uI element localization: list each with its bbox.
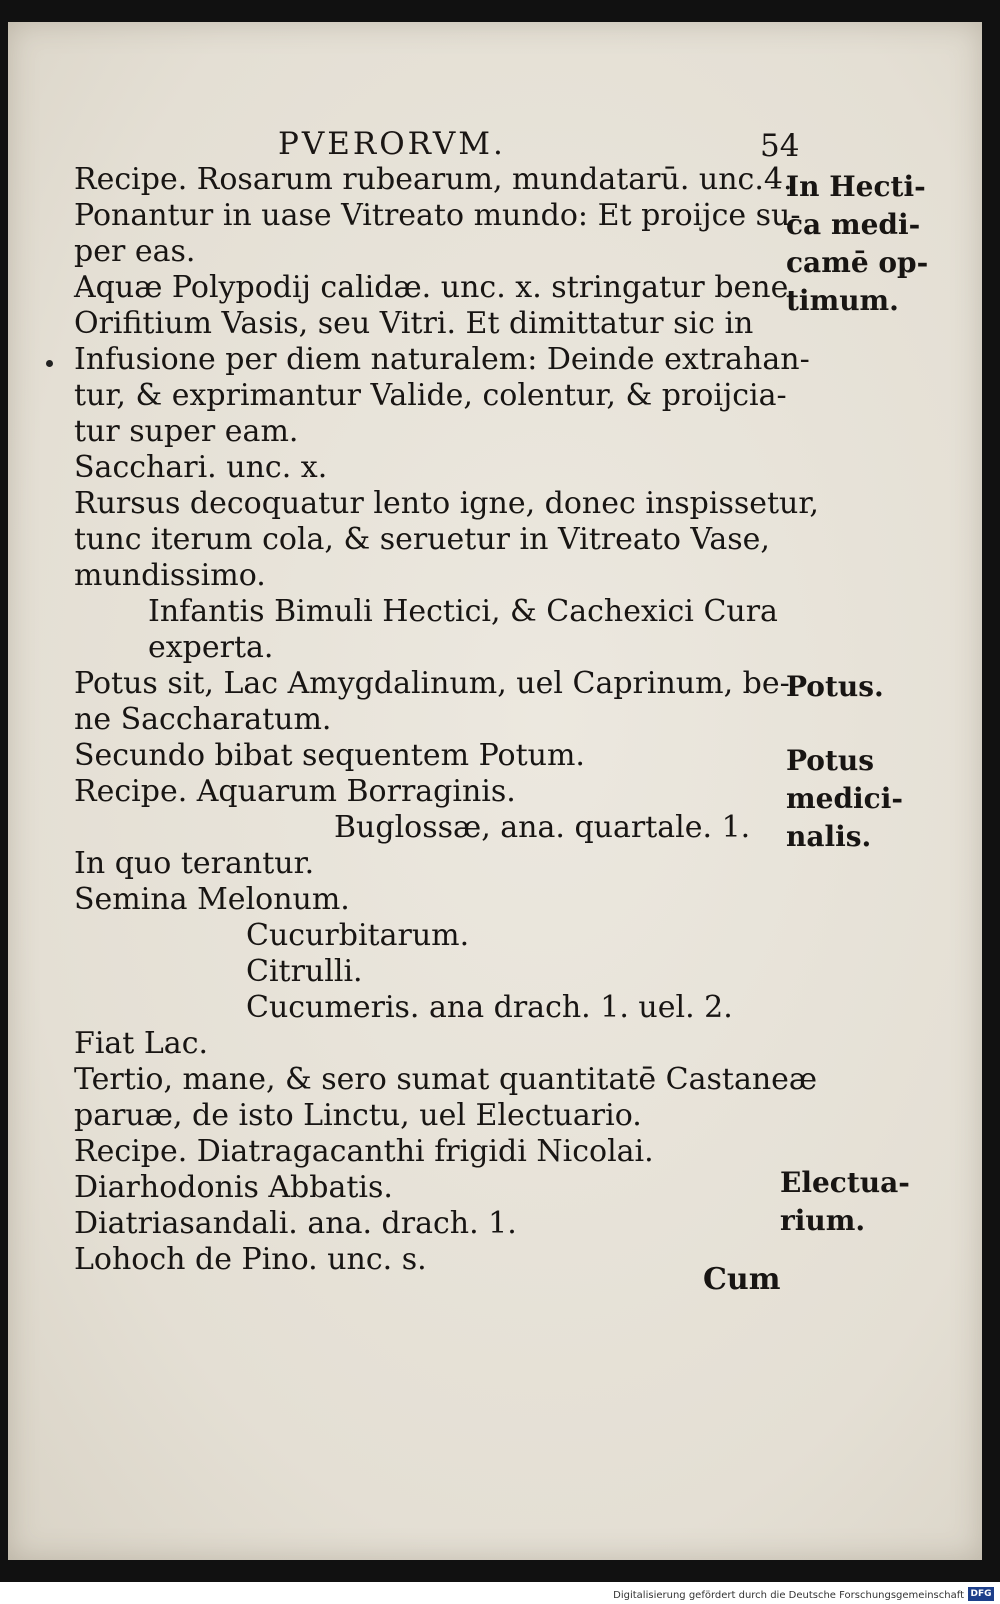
text-line: tur, & exprimantur Valide, colentur, & proijcia- xyxy=(74,378,787,413)
text-line: Cucumeris. ana drach. 1. uel. 2. xyxy=(246,990,733,1025)
text-line: Infusione per diem naturalem: Deinde extrahan- xyxy=(74,342,810,377)
margin-note: nalis. xyxy=(786,820,872,853)
text-line: paruæ, de isto Linctu, uel Electuario. xyxy=(74,1098,642,1133)
text-line: Tertio, mane, & sero sumat quantitatē Castaneæ xyxy=(74,1062,818,1097)
text-line: Fiat Lac. xyxy=(74,1026,209,1061)
text-line: Semina Melonum. xyxy=(74,882,350,917)
margin-note: rium. xyxy=(780,1204,866,1237)
margin-note: ca medi- xyxy=(786,208,921,241)
text-line: Diarhodonis Abbatis. xyxy=(74,1170,393,1205)
footer-bar xyxy=(0,1582,1000,1604)
text-line: Orifitium Vasis, seu Vitri. Et dimittatur sic in xyxy=(74,306,754,341)
text-line: per eas. xyxy=(74,234,196,269)
text-line: Diatriasandali. ana. drach. 1. xyxy=(74,1206,517,1241)
text-line: Lohoch de Pino. unc. s. xyxy=(74,1242,427,1277)
text-line: ne Saccharatum. xyxy=(74,702,332,737)
text-line: tunc iterum cola, & seruetur in Vitreato Vase, xyxy=(74,522,770,557)
catchword: Cum xyxy=(703,1262,781,1297)
margin-dot xyxy=(46,360,53,367)
margin-note: Potus. xyxy=(786,670,884,703)
text-line: Recipe. Aquarum Borraginis. xyxy=(74,774,516,809)
section-heading: experta. xyxy=(148,630,274,665)
text-line: tur super eam. xyxy=(74,414,299,449)
text-line: Aquæ Polypodij calidæ. unc. x. stringatur bene xyxy=(74,270,789,305)
text-line: In quo terantur. xyxy=(74,846,315,881)
text-line: Sacchari. unc. x. xyxy=(74,450,328,485)
margin-note: camē op- xyxy=(786,246,929,279)
text-line: Cucurbitarum. xyxy=(246,918,470,953)
dfg-logo-icon: DFG xyxy=(968,1587,994,1601)
text-line: Secundo bibat sequentem Potum. xyxy=(74,738,585,773)
text-line: Rursus decoquatur lento igne, donec inspissetur, xyxy=(74,486,819,521)
book-page xyxy=(8,22,982,1560)
text-line: mundissimo. xyxy=(74,558,266,593)
margin-note: Potus xyxy=(786,744,875,777)
margin-note: In Hecti- xyxy=(786,170,926,203)
running-head: PVERORVM. xyxy=(278,126,506,162)
section-heading: Infantis Bimuli Hectici, & Cachexici Cura xyxy=(148,594,778,629)
text-line: Recipe. Diatragacanthi frigidi Nicolai. xyxy=(74,1134,654,1169)
margin-note: timum. xyxy=(786,284,899,317)
text-line: Recipe. Rosarum rubearum, mundatarū. unc.4. xyxy=(74,162,793,197)
margin-note: Electua- xyxy=(780,1166,910,1199)
text-line: Citrulli. xyxy=(246,954,363,989)
footer-credit: Digitalisierung gefördert durch die Deutsche Forschungsgemeinschaft xyxy=(613,1590,964,1601)
margin-note: medici- xyxy=(786,782,903,815)
text-line: Ponantur in uase Vitreato mundo: Et proijce su- xyxy=(74,198,801,233)
page-number: 54 xyxy=(760,128,800,164)
text-line: Buglossæ, ana. quartale. 1. xyxy=(334,810,751,845)
text-line: Potus sit, Lac Amygdalinum, uel Caprinum, be- xyxy=(74,666,790,701)
